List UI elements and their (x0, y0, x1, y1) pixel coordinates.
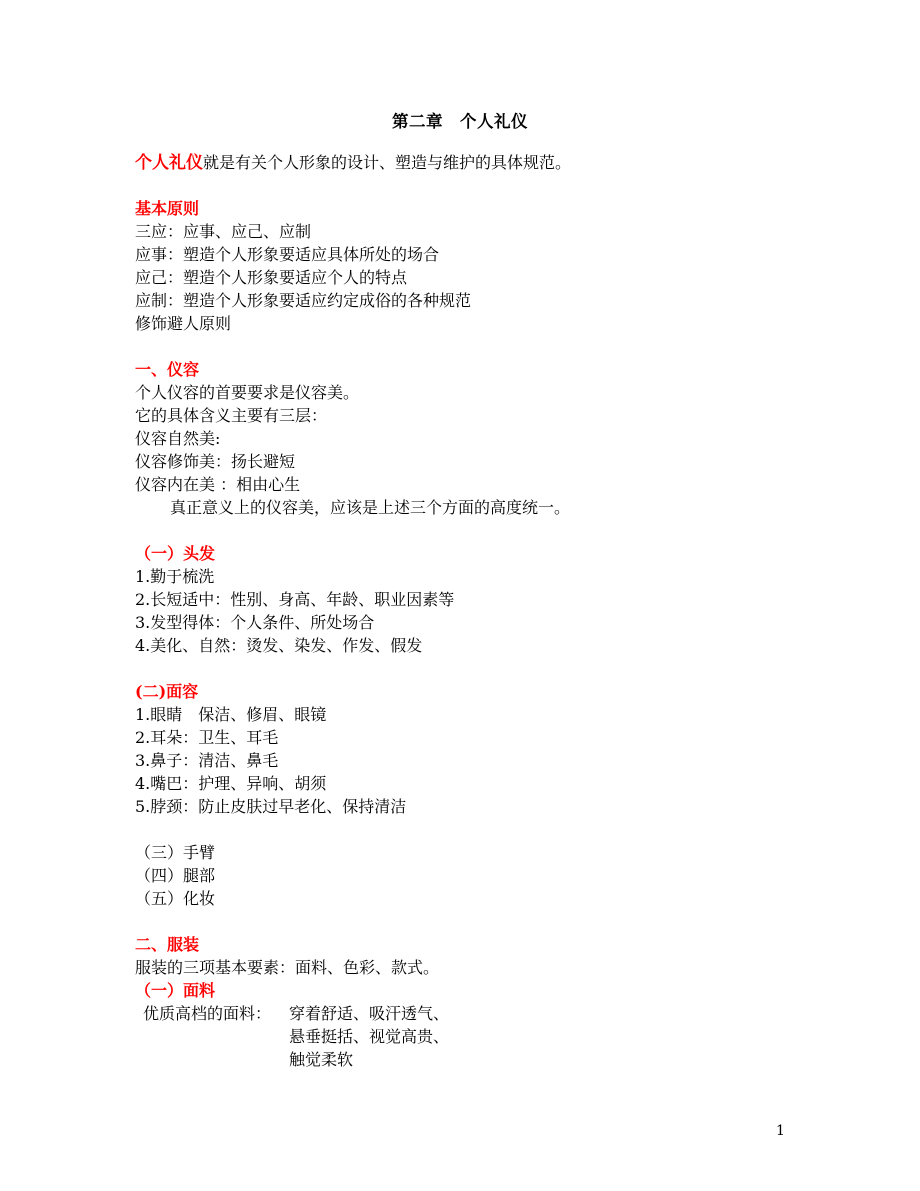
hair-heading: （一）头发 (135, 544, 216, 563)
appearance-heading: 一、仪容 (135, 360, 200, 379)
face-item: 3.鼻子：清洁、鼻毛 (135, 751, 279, 770)
basic-line: 应制：塑造个人形象要适应约定成俗的各种规范 (135, 291, 472, 310)
chapter-title: 第二章 个人礼仪 (392, 112, 528, 131)
page-number: 1 (776, 1123, 785, 1139)
basic-line: 应己：塑造个人形象要适应个人的特点 (135, 268, 408, 287)
fabric-line: 穿着舒适、吸汗透气、 (289, 1004, 450, 1023)
appearance-summary: 真正意义上的仪容美，应该是上述三个方面的高度统一。 (170, 498, 571, 517)
face-item: 4.嘴巴：护理、异响、胡须 (135, 774, 327, 793)
basic-line: 应事：塑造个人形象要适应具体所处的场合 (135, 245, 440, 264)
basic-line: 三应：应事、应己、应制 (135, 222, 312, 241)
fabric-line: 触觉柔软 (289, 1050, 354, 1069)
hair-item: 2.长短适中：性别、身高、年龄、职业因素等 (135, 590, 455, 609)
fabric-label: 优质高档的面料： (143, 1004, 272, 1023)
other-part: （五）化妆 (135, 889, 216, 908)
appearance-line: 个人仪容的首要要求是仪容美。 (135, 383, 360, 402)
appearance-line: 仪容修饰美：扬长避短 (135, 452, 296, 471)
clothing-intro: 服装的三项基本要素：面料、色彩、款式。 (135, 958, 440, 977)
hair-item: 1.勤于梳洗 (135, 567, 215, 586)
fabric-heading: （一）面料 (135, 981, 216, 1000)
face-heading: (二)面容 (135, 682, 199, 701)
intro-term: 个人礼仪 (135, 153, 203, 173)
basic-line: 修饰避人原则 (135, 314, 232, 333)
appearance-line: 仪容自然美: (135, 429, 221, 448)
appearance-line: 它的具体含义主要有三层： (135, 406, 328, 425)
face-item: 1.眼睛 保洁、修眉、眼镜 (135, 705, 327, 724)
fabric-line: 悬垂挺括、视觉高贵、 (289, 1027, 450, 1046)
face-item: 2.耳朵：卫生、耳毛 (135, 728, 279, 747)
basic-principles-heading: 基本原则 (135, 199, 200, 218)
other-part: （三）手臂 (135, 843, 216, 862)
face-item: 5.脖颈：防止皮肤过早老化、保持清洁 (135, 797, 407, 816)
other-part: （四）腿部 (135, 866, 216, 885)
hair-item: 3.发型得体：个人条件、所处场合 (135, 613, 375, 632)
clothing-heading: 二、服装 (135, 935, 200, 954)
appearance-line: 仪容内在美 ：相由心生 (135, 475, 301, 494)
hair-item: 4.美化、自然：烫发、染发、作发、假发 (135, 636, 423, 655)
intro-paragraph (135, 152, 571, 174)
intro-text: 就是有关个人形象的设计、塑造与维护的具体规范。 (203, 153, 572, 172)
